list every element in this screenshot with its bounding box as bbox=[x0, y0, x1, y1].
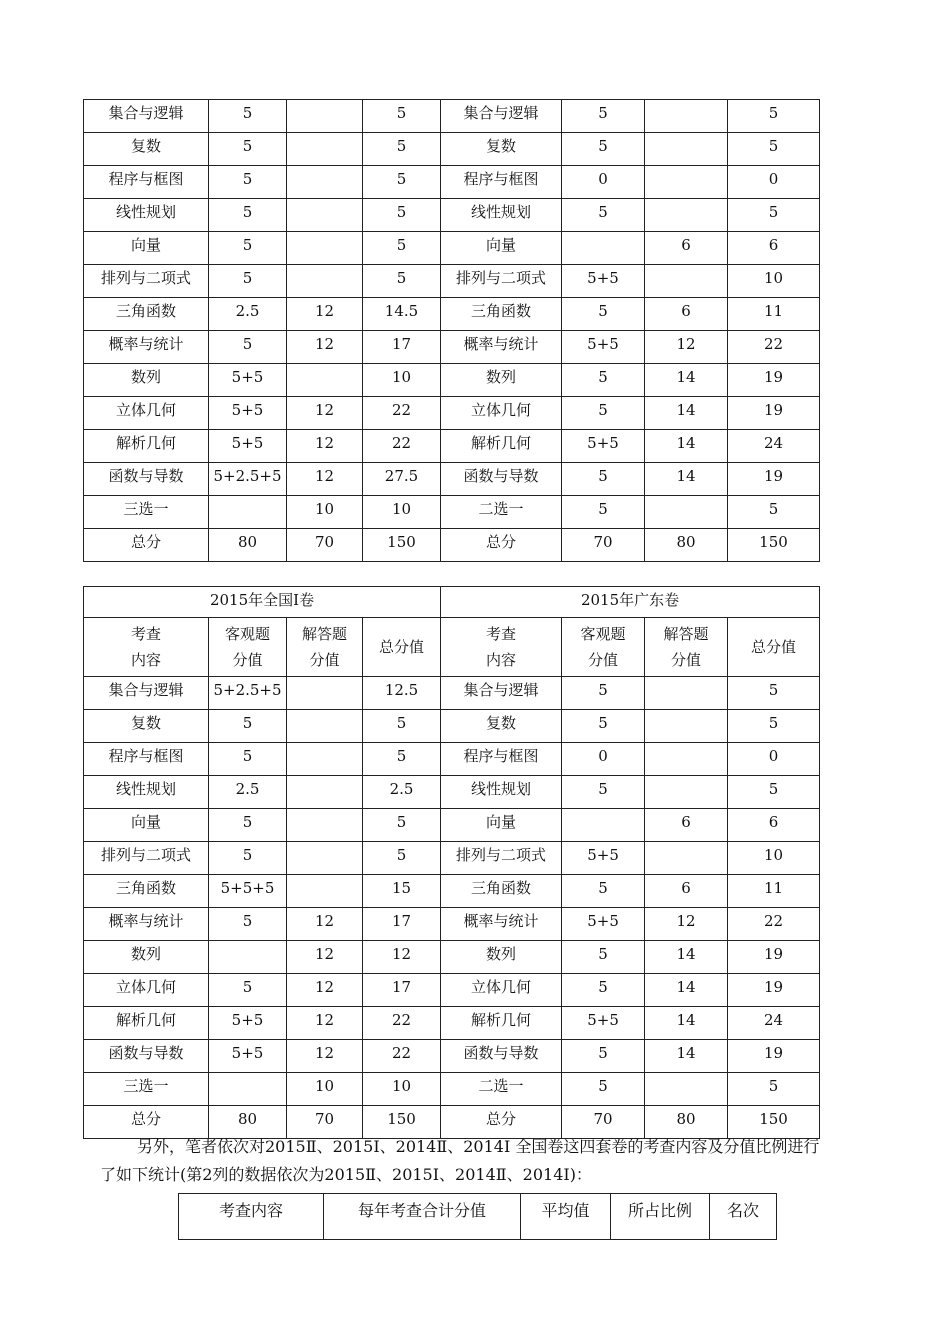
table-cell: 立体几何 bbox=[441, 974, 562, 1007]
table-cell: 5 bbox=[562, 298, 645, 331]
table-cell: 5 bbox=[209, 809, 287, 842]
table-cell: 线性规划 bbox=[441, 199, 562, 232]
table-cell: 5+5 bbox=[209, 430, 287, 463]
table-cell: 150 bbox=[363, 529, 441, 562]
header-objective-left: 客观题 分值 bbox=[209, 618, 287, 677]
table-cell: 复数 bbox=[84, 710, 209, 743]
table-cell: 5 bbox=[209, 743, 287, 776]
table-cell bbox=[645, 776, 728, 809]
table-cell: 5 bbox=[209, 232, 287, 265]
table-cell bbox=[287, 265, 363, 298]
table-cell: 22 bbox=[728, 331, 820, 364]
table-row bbox=[84, 133, 820, 166]
table-cell bbox=[287, 100, 363, 133]
table-cell: 12 bbox=[287, 331, 363, 364]
table-cell: 三角函数 bbox=[441, 875, 562, 908]
table-cell: 5 bbox=[363, 743, 441, 776]
table-cell: 总分 bbox=[441, 529, 562, 562]
table-row bbox=[84, 809, 820, 842]
table-cell: 70 bbox=[562, 1106, 645, 1139]
table-cell: 5+5 bbox=[209, 1007, 287, 1040]
table-cell: 数列 bbox=[441, 941, 562, 974]
table-cell: 12 bbox=[363, 941, 441, 974]
summary-header-row bbox=[179, 1194, 777, 1240]
table-row bbox=[84, 908, 820, 941]
table-cell bbox=[287, 875, 363, 908]
header-answer-left: 解答题 分值 bbox=[287, 618, 363, 677]
table-cell: 5 bbox=[363, 710, 441, 743]
table-cell bbox=[287, 232, 363, 265]
table-cell: 数列 bbox=[441, 364, 562, 397]
table-cell: 5 bbox=[209, 908, 287, 941]
table-cell bbox=[209, 496, 287, 529]
table-cell: 10 bbox=[287, 496, 363, 529]
table-cell: 15 bbox=[363, 875, 441, 908]
table-cell: 5+5 bbox=[562, 1007, 645, 1040]
paragraph-line-1: 另外，笔者依次对2015Ⅱ、2015Ⅰ、2014Ⅱ、2014Ⅰ 全国卷这四套卷的考查内容及分值比例进行 bbox=[137, 1137, 820, 1156]
table-row bbox=[84, 430, 820, 463]
table-cell: 24 bbox=[728, 430, 820, 463]
table-row bbox=[84, 100, 820, 133]
table-cell: 70 bbox=[287, 529, 363, 562]
table-cell: 5 bbox=[363, 166, 441, 199]
table-cell: 立体几何 bbox=[441, 397, 562, 430]
table-cell bbox=[645, 677, 728, 710]
table-cell: 5+5 bbox=[562, 265, 645, 298]
table-cell bbox=[645, 166, 728, 199]
table-cell: 22 bbox=[363, 1007, 441, 1040]
table-cell: 19 bbox=[728, 463, 820, 496]
table-cell: 14 bbox=[645, 1040, 728, 1073]
table-cell bbox=[645, 496, 728, 529]
table-row bbox=[84, 298, 820, 331]
table-cell: 二选一 bbox=[441, 1073, 562, 1106]
table-cell: 5 bbox=[363, 842, 441, 875]
table-cell: 10 bbox=[287, 1073, 363, 1106]
table-cell: 集合与逻辑 bbox=[441, 100, 562, 133]
table-cell: 5 bbox=[728, 133, 820, 166]
table-row bbox=[84, 496, 820, 529]
table-cell: 三角函数 bbox=[84, 298, 209, 331]
table-cell: 150 bbox=[728, 529, 820, 562]
table-cell bbox=[287, 677, 363, 710]
table-cell: 19 bbox=[728, 941, 820, 974]
header-total-right: 总分值 bbox=[728, 618, 820, 677]
table-cell bbox=[287, 166, 363, 199]
table-cell: 12 bbox=[287, 430, 363, 463]
table-cell: 5 bbox=[562, 710, 645, 743]
table-cell: 6 bbox=[645, 875, 728, 908]
table-cell: 6 bbox=[645, 298, 728, 331]
table-cell: 14.5 bbox=[363, 298, 441, 331]
table-row bbox=[84, 529, 820, 562]
table-row bbox=[84, 397, 820, 430]
table-cell: 数列 bbox=[84, 364, 209, 397]
table-cell bbox=[287, 842, 363, 875]
table-cell: 80 bbox=[645, 529, 728, 562]
table-row bbox=[84, 941, 820, 974]
table-row bbox=[84, 710, 820, 743]
table-row bbox=[84, 1073, 820, 1106]
table-cell: 程序与框图 bbox=[84, 166, 209, 199]
table-cell: 17 bbox=[363, 331, 441, 364]
table-cell: 11 bbox=[728, 875, 820, 908]
table-cell: 12 bbox=[287, 974, 363, 1007]
table-cell: 概率与统计 bbox=[84, 908, 209, 941]
table-cell: 5 bbox=[728, 677, 820, 710]
table-cell: 5 bbox=[562, 941, 645, 974]
table-cell: 5+5 bbox=[562, 842, 645, 875]
table-cell: 5 bbox=[562, 1040, 645, 1073]
header-content: 考查内容 bbox=[179, 1194, 324, 1240]
table-cell: 0 bbox=[728, 743, 820, 776]
table-cell: 10 bbox=[363, 496, 441, 529]
table-cell: 排列与二项式 bbox=[441, 842, 562, 875]
table-cell: 5 bbox=[363, 133, 441, 166]
table-cell: 19 bbox=[728, 1040, 820, 1073]
table-cell: 线性规划 bbox=[441, 776, 562, 809]
table-cell: 5 bbox=[562, 677, 645, 710]
table-cell: 函数与导数 bbox=[441, 1040, 562, 1073]
summary-table bbox=[178, 1193, 777, 1240]
table-cell: 复数 bbox=[441, 133, 562, 166]
table-cell: 5 bbox=[562, 776, 645, 809]
table-cell: 22 bbox=[363, 430, 441, 463]
table-cell: 5 bbox=[728, 1073, 820, 1106]
table-cell: 5 bbox=[728, 776, 820, 809]
table-cell: 5 bbox=[562, 100, 645, 133]
header-yearly-total: 每年考查合计分值 bbox=[324, 1194, 521, 1240]
table-cell bbox=[287, 809, 363, 842]
table-cell: 6 bbox=[728, 809, 820, 842]
table-cell: 150 bbox=[728, 1106, 820, 1139]
table-cell: 12.5 bbox=[363, 677, 441, 710]
table-row bbox=[84, 1040, 820, 1073]
table-cell: 5 bbox=[562, 133, 645, 166]
table-cell: 立体几何 bbox=[84, 397, 209, 430]
header-total-left: 总分值 bbox=[363, 618, 441, 677]
table-cell: 总分 bbox=[441, 1106, 562, 1139]
table-cell: 14 bbox=[645, 397, 728, 430]
table-cell bbox=[287, 710, 363, 743]
table-cell bbox=[287, 199, 363, 232]
table-cell: 三角函数 bbox=[441, 298, 562, 331]
table-cell: 11 bbox=[728, 298, 820, 331]
table-cell: 总分 bbox=[84, 1106, 209, 1139]
table-cell: 17 bbox=[363, 908, 441, 941]
table-cell: 5+5+5 bbox=[209, 875, 287, 908]
table-cell: 排列与二项式 bbox=[84, 265, 209, 298]
title-2015-national-1: 2015年全国Ⅰ卷 bbox=[84, 587, 441, 618]
table-cell: 5 bbox=[562, 463, 645, 496]
table-row bbox=[84, 166, 820, 199]
table-row bbox=[84, 776, 820, 809]
table-cell: 70 bbox=[562, 529, 645, 562]
table-row bbox=[84, 265, 820, 298]
table-cell: 数列 bbox=[84, 941, 209, 974]
paragraph-line-2: 了如下统计(第2列的数据依次为2015Ⅱ、2015Ⅰ、2014Ⅱ、2014Ⅰ)： bbox=[100, 1165, 592, 1184]
table-cell: 24 bbox=[728, 1007, 820, 1040]
table-cell: 集合与逻辑 bbox=[84, 677, 209, 710]
header-content-left: 考查 内容 bbox=[84, 618, 209, 677]
table-cell bbox=[287, 364, 363, 397]
table-cell bbox=[645, 100, 728, 133]
table-cell: 12 bbox=[287, 298, 363, 331]
table-cell: 19 bbox=[728, 364, 820, 397]
table-cell: 线性规划 bbox=[84, 199, 209, 232]
table-cell: 排列与二项式 bbox=[84, 842, 209, 875]
table-cell: 线性规划 bbox=[84, 776, 209, 809]
table-cell: 5 bbox=[728, 100, 820, 133]
table-title-row bbox=[84, 587, 820, 618]
table-cell: 12 bbox=[287, 908, 363, 941]
table-cell bbox=[645, 710, 728, 743]
table-cell: 80 bbox=[209, 1106, 287, 1139]
table-cell: 17 bbox=[363, 974, 441, 1007]
table-cell: 14 bbox=[645, 1007, 728, 1040]
table-cell: 5 bbox=[209, 974, 287, 1007]
table-cell bbox=[287, 776, 363, 809]
table-cell: 5 bbox=[562, 496, 645, 529]
table-cell bbox=[645, 265, 728, 298]
table-cell: 二选一 bbox=[441, 496, 562, 529]
table-cell: 14 bbox=[645, 430, 728, 463]
table-cell: 22 bbox=[728, 908, 820, 941]
table-cell bbox=[645, 1073, 728, 1106]
table-cell: 0 bbox=[562, 166, 645, 199]
score-table-2015 bbox=[83, 586, 820, 1139]
table-cell: 向量 bbox=[441, 809, 562, 842]
table-cell bbox=[562, 809, 645, 842]
header-rank: 名次 bbox=[710, 1194, 777, 1240]
table-cell: 解析几何 bbox=[441, 1007, 562, 1040]
table-row bbox=[84, 677, 820, 710]
table-cell: 12 bbox=[287, 1040, 363, 1073]
table-cell: 总分 bbox=[84, 529, 209, 562]
table-cell: 2.5 bbox=[209, 776, 287, 809]
table-cell: 80 bbox=[645, 1106, 728, 1139]
table-cell: 向量 bbox=[84, 232, 209, 265]
table-cell: 复数 bbox=[84, 133, 209, 166]
table-cell: 22 bbox=[363, 1040, 441, 1073]
table-cell: 向量 bbox=[441, 232, 562, 265]
table-cell bbox=[645, 199, 728, 232]
table-cell: 5 bbox=[209, 100, 287, 133]
table-cell: 集合与逻辑 bbox=[84, 100, 209, 133]
table-cell bbox=[645, 133, 728, 166]
table-cell bbox=[209, 941, 287, 974]
table-cell: 5 bbox=[562, 1073, 645, 1106]
header-average: 平均值 bbox=[521, 1194, 611, 1240]
table-cell: 5 bbox=[728, 710, 820, 743]
table-cell: 函数与导数 bbox=[84, 463, 209, 496]
table-row bbox=[84, 232, 820, 265]
table-cell: 14 bbox=[645, 941, 728, 974]
table-cell bbox=[209, 1073, 287, 1106]
table-cell: 5 bbox=[562, 974, 645, 1007]
table-cell: 14 bbox=[645, 974, 728, 1007]
table-cell: 三选一 bbox=[84, 1073, 209, 1106]
table-cell: 概率与统计 bbox=[84, 331, 209, 364]
table-row bbox=[84, 331, 820, 364]
table-cell: 5 bbox=[562, 397, 645, 430]
table-cell: 6 bbox=[728, 232, 820, 265]
table-cell: 27.5 bbox=[363, 463, 441, 496]
table-cell: 复数 bbox=[441, 710, 562, 743]
header-objective-right: 客观题 分值 bbox=[562, 618, 645, 677]
table-cell: 5+5 bbox=[209, 397, 287, 430]
table-cell: 5 bbox=[728, 199, 820, 232]
table-cell bbox=[562, 232, 645, 265]
table-cell: 5+2.5+5 bbox=[209, 677, 287, 710]
table-cell: 5+5 bbox=[562, 430, 645, 463]
table-cell: 10 bbox=[363, 1073, 441, 1106]
table-cell: 解析几何 bbox=[441, 430, 562, 463]
table-cell: 12 bbox=[287, 397, 363, 430]
table-row bbox=[84, 463, 820, 496]
table-cell: 概率与统计 bbox=[441, 908, 562, 941]
score-table-1 bbox=[83, 99, 820, 562]
table-cell: 5 bbox=[209, 166, 287, 199]
header-proportion: 所占比例 bbox=[611, 1194, 710, 1240]
table-cell: 5 bbox=[562, 199, 645, 232]
table-cell: 0 bbox=[562, 743, 645, 776]
table-cell: 5 bbox=[363, 199, 441, 232]
table-cell: 三角函数 bbox=[84, 875, 209, 908]
table-cell bbox=[645, 842, 728, 875]
table-cell: 5 bbox=[209, 331, 287, 364]
body-paragraph bbox=[100, 1133, 890, 1189]
table-cell: 概率与统计 bbox=[441, 331, 562, 364]
table-cell: 10 bbox=[728, 842, 820, 875]
table-cell: 22 bbox=[363, 397, 441, 430]
header-content-right: 考查 内容 bbox=[441, 618, 562, 677]
table-cell: 解析几何 bbox=[84, 1007, 209, 1040]
table-cell: 5 bbox=[562, 875, 645, 908]
table-cell: 5 bbox=[209, 710, 287, 743]
table-cell: 程序与框图 bbox=[441, 166, 562, 199]
table-cell: 解析几何 bbox=[84, 430, 209, 463]
table-cell: 19 bbox=[728, 974, 820, 1007]
table-cell: 150 bbox=[363, 1106, 441, 1139]
table-cell: 12 bbox=[645, 331, 728, 364]
table-cell: 5 bbox=[363, 809, 441, 842]
table-cell: 程序与框图 bbox=[84, 743, 209, 776]
table-row bbox=[84, 743, 820, 776]
table-cell: 14 bbox=[645, 364, 728, 397]
table-cell: 80 bbox=[209, 529, 287, 562]
table-cell: 19 bbox=[728, 397, 820, 430]
table-cell: 10 bbox=[363, 364, 441, 397]
table-cell: 5 bbox=[363, 265, 441, 298]
table-cell: 5 bbox=[209, 842, 287, 875]
table-cell: 12 bbox=[645, 908, 728, 941]
table-cell: 集合与逻辑 bbox=[441, 677, 562, 710]
table-cell: 6 bbox=[645, 232, 728, 265]
table-cell: 5 bbox=[363, 100, 441, 133]
table-cell bbox=[645, 743, 728, 776]
table-cell: 5 bbox=[209, 133, 287, 166]
header-answer-right: 解答题 分值 bbox=[645, 618, 728, 677]
table-cell: 2.5 bbox=[209, 298, 287, 331]
table-cell: 函数与导数 bbox=[441, 463, 562, 496]
title-2015-guangdong: 2015年广东卷 bbox=[441, 587, 820, 618]
table-cell: 向量 bbox=[84, 809, 209, 842]
table-cell: 6 bbox=[645, 809, 728, 842]
table-cell: 三选一 bbox=[84, 496, 209, 529]
table-cell: 程序与框图 bbox=[441, 743, 562, 776]
table-cell: 5 bbox=[209, 199, 287, 232]
table-row bbox=[84, 842, 820, 875]
table-cell: 5+5 bbox=[209, 1040, 287, 1073]
table-cell: 12 bbox=[287, 1007, 363, 1040]
table-cell: 5 bbox=[209, 265, 287, 298]
table-row bbox=[84, 364, 820, 397]
table-cell: 5 bbox=[363, 232, 441, 265]
table-cell: 5 bbox=[728, 496, 820, 529]
table-cell: 2.5 bbox=[363, 776, 441, 809]
table-cell: 5+2.5+5 bbox=[209, 463, 287, 496]
table-cell: 0 bbox=[728, 166, 820, 199]
table-cell: 5+5 bbox=[562, 331, 645, 364]
table-cell: 函数与导数 bbox=[84, 1040, 209, 1073]
table-cell: 14 bbox=[645, 463, 728, 496]
table-cell: 排列与二项式 bbox=[441, 265, 562, 298]
table-cell: 5+5 bbox=[209, 364, 287, 397]
table-cell: 10 bbox=[728, 265, 820, 298]
table-header-row bbox=[84, 618, 820, 677]
table-cell: 5 bbox=[562, 364, 645, 397]
table-cell bbox=[287, 743, 363, 776]
table-row bbox=[84, 875, 820, 908]
table-cell: 立体几何 bbox=[84, 974, 209, 1007]
table-row bbox=[84, 974, 820, 1007]
table-row bbox=[84, 1007, 820, 1040]
table-cell: 12 bbox=[287, 463, 363, 496]
table-cell: 70 bbox=[287, 1106, 363, 1139]
table-row bbox=[84, 199, 820, 232]
table-cell: 12 bbox=[287, 941, 363, 974]
table-cell: 5+5 bbox=[562, 908, 645, 941]
table-cell bbox=[287, 133, 363, 166]
